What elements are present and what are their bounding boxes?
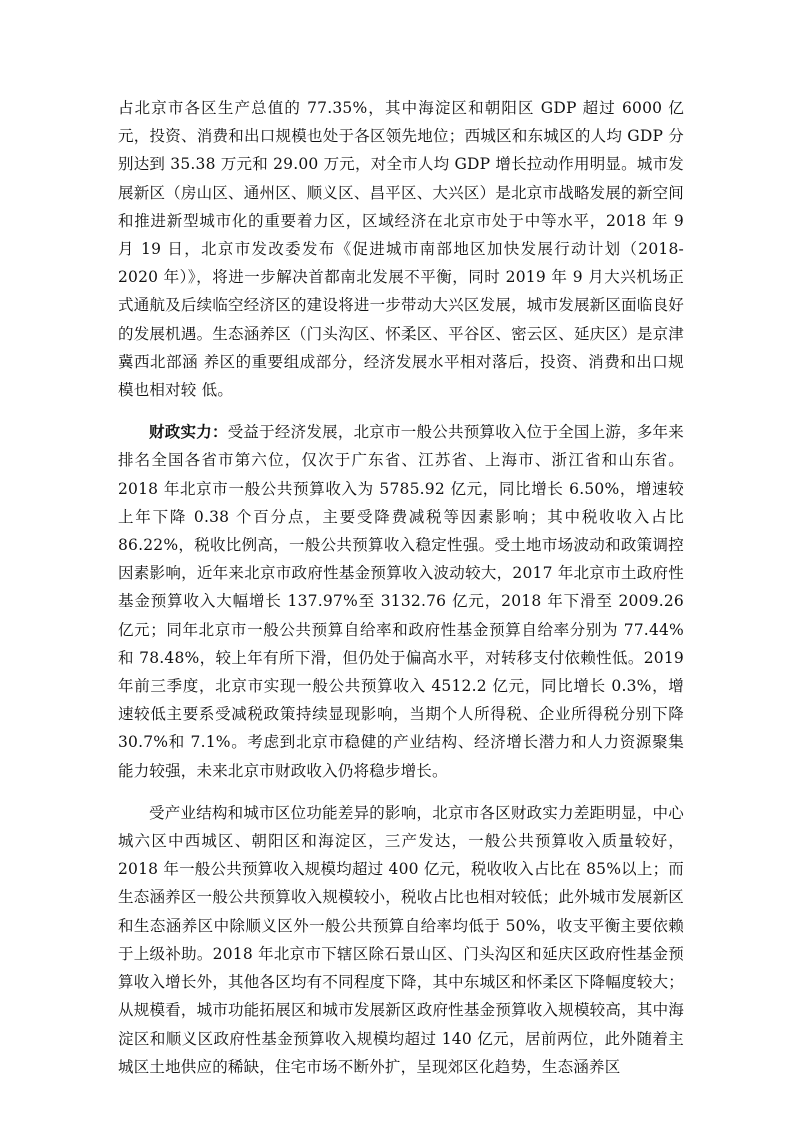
fiscal-strength-text: 受益于经济发展，北京市一般公共预算收入位于全国上游，多年来排名全国各省市第六位，仅次于广东省、江苏省、上海市、浙江省和山东省。2018 年北京市一般公共预算收入为 5785.92 亿元，同比增长 6.50%，增速较上年下降 0.38 个百分点，主要受降费减税等因素影响；其中税收收入占比 86.22%，税收比例高，一般公共预算收入稳定性强。受土地市场波动和政策调控因素影响，近年来北京市政府性基金预算收入波动较大，2017 年北京市土政府性基金预算收入大幅增长 137.97%至 3132.76 亿元，2018 年下滑至 2009.26 亿元；同年北京市一般公共预算自给率和政府性基金预算自给率分别为 77.44%和 78.48%，较上年有所下滑，但仍处于偏高水平，对转移支付依赖性低。2019 年前三季度，北京市实现一般公共预算收入 4512.2 亿元，同比增长 0.3%，增速较低主要系受减税政策持续显现影响，当期个人所得税、企业所得税分别下降 30.7%和 7.1%。考虑到北京市稳健的产业结构、经济增长潜力和人力资源聚集能力较强，未来北京市财政收入仍将稳步增长。 (118, 423, 684, 780)
paragraph-economic-regions: 占北京市各区生产总值的 77.35%，其中海淀区和朝阳区 GDP 超过 6000 亿元，投资、消费和出口规模也处于各区领先地位；西城区和东城区的人均 GDP 分别达到 35.38 万元和 29.00 万元，对全市人均 GDP 增长拉动作用明显。城市发展新区（房山区、通州区、顺义区、昌平区、大兴区）是北京市战略发展的新空间和推进新型城市化的重要着力区，区域经济在北京市处于中等水平，2018 年 9 月 19 日，北京市发改委发布《促进城市南部地区加快发展行动计划（2018-2020 年）》，将进一步解决首都南北发展不平衡，同时 2019 年 9 月大兴机场正式通航及后续临空经济区的建设将进一步带动大兴区发展，城市发展新区面临良好的发展机遇。生态涵养区（门头沟区、怀柔区、平谷区、密云区、延庆区）是京津冀西北部涵 养区的重要组成部分，经济发展水平相对落后，投资、消费和出口规模也相对较 低。 (118, 99, 684, 400)
fiscal-strength-heading: 财政实力： (149, 422, 228, 442)
document-page (118, 94, 684, 1081)
paragraph-district-fiscal-gap: 受产业结构和城市区位功能差异的影响，北京市各区财政实力差距明显，中心城六区中西城区、朝阳区和海淀区，三产发达，一般公共预算收入质量较好，2018 年一般公共预算收入规模均超过 400 亿元，税收收入占比在 85%以上；而生态涵养区一般公共预算收入规模较小，税收占比也相对较低；此外城市发展新区和生态涵养区中除顺义区外一般公共预算自给率均低于 50%，收支平衡主要依赖于上级补助。2018 年北京市下辖区除石景山区、门头沟区和延庆区政府性基金预算收入增长外，其他各区均有不同程度下降，其中东城区和怀柔区下降幅度较大；从规模看，城市功能拓展区和城市发展新区政府性基金预算收入规模较高，其中海淀区和顺义区政府性基金预算收入规模均超过 140 亿元，居前两位，此外随着主城区土地供应的稀缺，住宅市场不断外扩，呈现郊区化趋势，生态涵养区 (118, 803, 684, 1076)
paragraph-fiscal-strength (118, 418, 684, 785)
